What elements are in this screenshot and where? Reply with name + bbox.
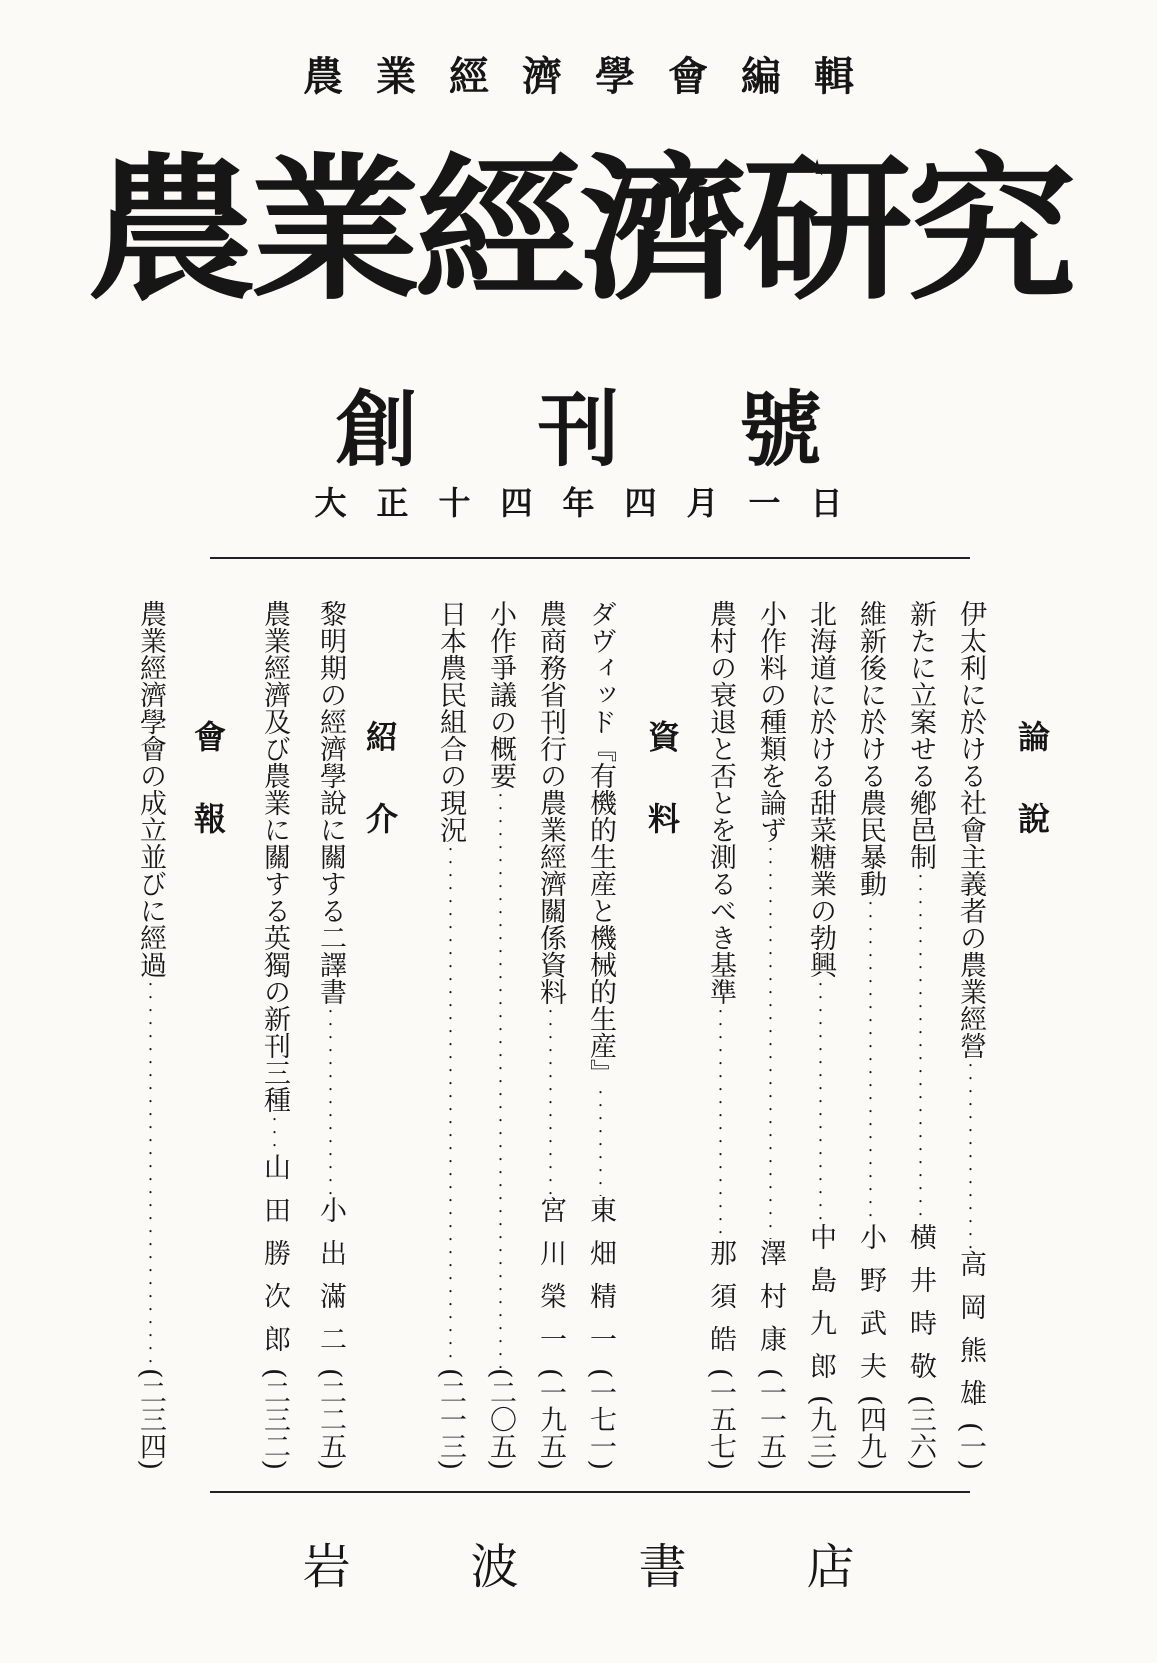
entry-page: (三六) — [905, 1394, 936, 1470]
toc-entry — [748, 600, 792, 1470]
entry-title: ダヴィッド『有機的生産と機械的生産』 — [585, 600, 616, 1086]
entry-page: (一) — [955, 1421, 986, 1470]
editor-line: 農業經濟學會編輯 — [303, 53, 887, 100]
entry-author: 中島九郎 — [805, 1222, 836, 1395]
entry-author: 小野武夫 — [855, 1222, 886, 1395]
entry-title: 小作爭議の概要 — [485, 600, 516, 789]
entry-author: 山田勝次郎 — [259, 1152, 290, 1368]
entry-title: 維新後に於ける農民暴動 — [855, 600, 886, 897]
entry-page: (四九) — [855, 1394, 886, 1470]
section-shokai: 紹介 — [361, 720, 399, 884]
entry-title: 新たに立案せる鄕邑制 — [905, 600, 936, 870]
entry-page: (一九五) — [535, 1367, 566, 1470]
entry-title: 農業經濟及び農業に關する英獨の新刊三種 — [259, 600, 290, 1113]
entry-author: 澤村康 — [755, 1238, 786, 1368]
toc-entry — [478, 600, 522, 1470]
toc-entry — [898, 600, 942, 1470]
entry-page: (二二五) — [315, 1367, 346, 1470]
entry-page: (二〇五) — [485, 1367, 516, 1470]
section-shiryo: 資料 — [643, 720, 681, 884]
toc-entry — [128, 600, 172, 1470]
toc-entry — [578, 600, 622, 1470]
entry-author: 宮川榮一 — [535, 1195, 566, 1368]
entry-author: 那須皓 — [705, 1238, 736, 1368]
toc-entry — [252, 600, 296, 1470]
toc-entry — [698, 600, 742, 1470]
toc-entry — [848, 600, 892, 1470]
entry-page: (二三四) — [135, 1367, 166, 1470]
toc-entry — [798, 600, 842, 1470]
entry-title: 伊太利に於ける社會主義者の農業經營 — [955, 600, 986, 1059]
toc-entry — [308, 600, 352, 1470]
entry-author: 横井時敬 — [905, 1222, 936, 1395]
entry-title: 日本農民組合の現況 — [435, 600, 466, 843]
entry-author: 高岡熊雄 — [955, 1249, 986, 1422]
section-ronsetsu: 論說 — [1013, 720, 1051, 884]
entry-title: 農業經濟學會の成立並びに經過 — [135, 600, 166, 978]
toc-entry — [948, 600, 992, 1470]
top-rule — [210, 557, 970, 559]
entry-page: (二一三) — [435, 1367, 466, 1470]
issue-label: 創刊號 — [335, 382, 942, 478]
entry-page: (一五七) — [705, 1367, 736, 1470]
entry-author: 小出滿二 — [315, 1195, 346, 1368]
bottom-rule — [210, 1491, 970, 1493]
entry-page: (一一五) — [755, 1367, 786, 1470]
toc-entry — [528, 600, 572, 1470]
entry-author: 東畑精一 — [585, 1195, 616, 1368]
publisher-name: 岩波書店 — [302, 1539, 975, 1595]
entry-title: 黎明期の經濟學說に關する二譯書 — [315, 600, 346, 1005]
journal-title: 農業經濟研究 — [86, 138, 1071, 322]
entry-title: 農村の衰退と否とを測るべき基準 — [705, 600, 736, 1005]
entry-page: (二三二) — [259, 1367, 290, 1470]
entry-title: 北海道に於ける甜菜糖業の勃興 — [805, 600, 836, 978]
section-kaiho: 會報 — [189, 720, 227, 884]
entry-page: (一七一) — [585, 1367, 616, 1470]
entry-title: 農商務省刊行の農業經濟關係資料 — [535, 600, 566, 1005]
issue-date: 大正十四年四月一日 — [314, 484, 873, 522]
entry-title: 小作料の種類を論ず — [755, 600, 786, 843]
toc-entry — [428, 600, 472, 1470]
entry-page: (九三) — [805, 1394, 836, 1470]
